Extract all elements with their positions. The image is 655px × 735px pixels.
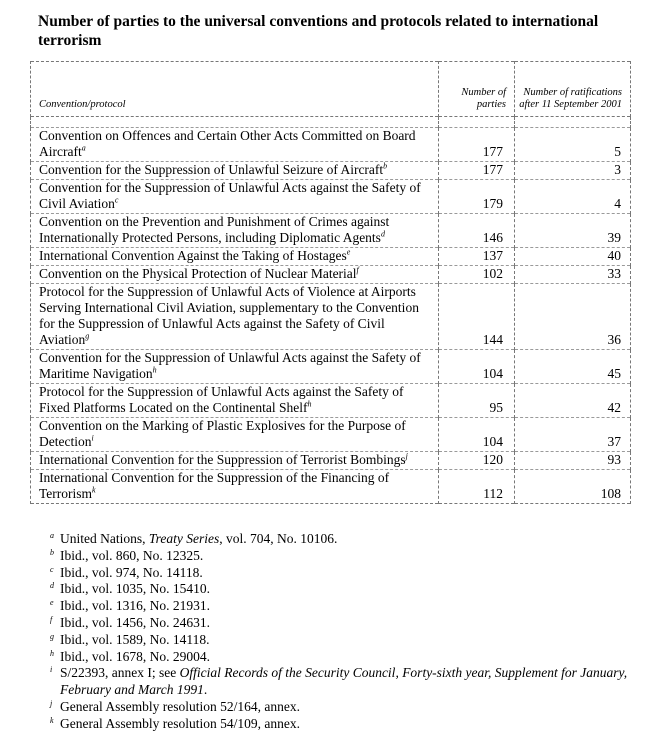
parties-cell: 146 — [439, 214, 515, 248]
footnote-marker: h — [307, 399, 312, 409]
document-title: Number of parties to the universal conventions and protocols related to international terrorism — [38, 13, 599, 49]
footnote-text-italic: Official Records of the Security Council, Forty-sixth year, Supplement for January, February and March 1991 — [60, 665, 628, 698]
ratifications-cell: 36 — [515, 284, 631, 350]
footnote-text — [60, 615, 210, 630]
parties-cell: 112 — [439, 470, 515, 504]
header-convention: Convention/protocol — [31, 62, 439, 117]
footnote — [50, 699, 630, 716]
footnote-text-plain: Ibid., vol. 1035, No. 15410. — [60, 581, 210, 597]
footnote-marker: h — [152, 365, 157, 375]
ratifications-cell: 42 — [515, 384, 631, 418]
ratifications-cell: 39 — [515, 214, 631, 248]
convention-name-cell — [31, 470, 439, 504]
parties-cell: 95 — [439, 384, 515, 418]
footnote-text — [60, 632, 210, 647]
table-row — [31, 418, 631, 452]
table-row — [31, 248, 631, 266]
convention-name-cell — [31, 384, 439, 418]
footnote-text-plain: Ibid., vol. 974, No. 14118. — [60, 564, 203, 580]
parties-cell: 179 — [439, 180, 515, 214]
footnote-mark: f — [50, 614, 53, 624]
footnote — [50, 632, 630, 649]
ratifications-cell: 33 — [515, 266, 631, 284]
footnote — [50, 565, 630, 582]
table-row — [31, 384, 631, 418]
convention-name-cell — [31, 418, 439, 452]
footnote-mark: g — [50, 631, 54, 641]
conventions-table — [30, 61, 631, 504]
ratifications-cell: 3 — [515, 162, 631, 180]
parties-cell: 177 — [439, 162, 515, 180]
parties-cell: 120 — [439, 452, 515, 470]
convention-name: International Convention for the Suppression of Terrorist Bombings — [39, 452, 406, 467]
convention-name: Convention for the Suppression of Unlawful Seizure of Aircraft — [39, 162, 384, 177]
footnote — [50, 598, 630, 615]
footnote-marker: a — [81, 143, 86, 153]
footnote — [50, 581, 630, 598]
footnote-text — [60, 548, 203, 563]
footnote-mark: h — [50, 648, 54, 658]
convention-name-cell — [31, 128, 439, 162]
convention-name: Convention on Offences and Certain Other Acts Committed on Board Aircraft — [39, 128, 416, 159]
convention-name-cell — [31, 452, 439, 470]
footnote-text — [60, 531, 337, 546]
footnote — [50, 665, 630, 699]
ratifications-cell: 5 — [515, 128, 631, 162]
table-row — [31, 350, 631, 384]
footnote-text — [60, 565, 203, 580]
footnote-mark: d — [50, 581, 54, 591]
footnote-text-plain: Ibid., vol. 860, No. 12325. — [60, 547, 204, 563]
footnote — [50, 649, 630, 666]
parties-cell: 104 — [439, 418, 515, 452]
footnote-text-plain: Ibid., vol. 1589, No. 14118. — [60, 631, 210, 647]
footnote-text-plain: Ibid., vol. 1678, No. 29004. — [60, 648, 210, 664]
footnote-text — [60, 649, 210, 664]
header-ratifications: Number of ratifications after 11 September 2001 — [515, 62, 631, 117]
table-row — [31, 180, 631, 214]
footnote-marker: j — [405, 451, 408, 461]
convention-name-cell — [31, 180, 439, 214]
footnote-text — [60, 665, 627, 697]
table-row — [31, 214, 631, 248]
footnote-mark: j — [50, 698, 53, 708]
footnote-mark: k — [50, 715, 54, 725]
convention-name-cell — [31, 214, 439, 248]
header-separator — [31, 117, 631, 128]
footnote-mark: i — [50, 665, 53, 675]
convention-name-cell — [31, 284, 439, 350]
table-row — [31, 128, 631, 162]
convention-name: Convention for the Suppression of Unlawful Acts against the Safety of Maritime Navigation — [39, 350, 421, 381]
convention-name-cell — [31, 350, 439, 384]
table-body — [31, 117, 631, 504]
parties-cell: 104 — [439, 350, 515, 384]
convention-name: Convention on the Physical Protection of Nuclear Material — [39, 266, 357, 281]
table-row — [31, 470, 631, 504]
footnote — [50, 548, 630, 565]
convention-name: Protocol for the Suppression of Unlawful Acts of Violence at Airports Serving International Civil Aviation, supplementary to the Convention for the Suppression of Unlawful Acts against the Safety of Civil Aviation — [39, 284, 419, 347]
parties-cell: 144 — [439, 284, 515, 350]
footnote-text-plain: Ibid., vol. 1456, No. 24631. — [60, 614, 210, 630]
header-parties: Number of parties — [439, 62, 515, 117]
table-header-row — [31, 62, 631, 117]
ratifications-cell: 4 — [515, 180, 631, 214]
footnote-text-plain: , vol. 704, No. 10106. — [219, 531, 338, 546]
footnote-marker: f — [356, 265, 359, 275]
table-row — [31, 162, 631, 180]
parties-cell: 137 — [439, 248, 515, 266]
convention-name: International Convention Against the Taking of Hostages — [39, 248, 347, 263]
ratifications-cell: 93 — [515, 452, 631, 470]
ratifications-cell: 37 — [515, 418, 631, 452]
parties-cell: 102 — [439, 266, 515, 284]
convention-name: Convention for the Suppression of Unlawful Acts against the Safety of Civil Aviation — [39, 180, 421, 211]
footnote-text-plain: General Assembly resolution 54/109, annex. — [60, 715, 300, 731]
footnote-text — [60, 581, 210, 596]
footnote-marker: e — [346, 247, 351, 257]
table-row — [31, 284, 631, 350]
footnote-text-plain: S/22393, annex I; see — [60, 665, 180, 681]
footnote-marker: i — [91, 433, 94, 443]
footnote-text-plain: . — [203, 682, 208, 698]
table-row — [31, 452, 631, 470]
footnote-text — [60, 699, 300, 714]
convention-name: Protocol for the Suppression of Unlawful Acts against the Safety of Fixed Platforms Located on the Continental Shelf — [39, 384, 404, 415]
footnote-mark: c — [50, 564, 54, 574]
footnote-text-plain: United Nations, — [60, 531, 149, 546]
footnote-text — [60, 716, 300, 731]
footnote-mark: e — [50, 598, 54, 608]
convention-name: International Convention for the Suppression of the Financing of Terrorism — [39, 470, 390, 501]
footnote-marker: c — [114, 195, 119, 205]
footnote — [50, 615, 630, 632]
ratifications-cell: 108 — [515, 470, 631, 504]
footnote-marker: g — [85, 331, 90, 341]
convention-name-cell — [31, 266, 439, 284]
ratifications-cell: 45 — [515, 350, 631, 384]
footnote-mark: b — [50, 547, 54, 557]
convention-name: Convention on the Prevention and Punishment of Crimes against Internationally Protected Persons, including Diplomatic Agents — [39, 214, 390, 245]
footnote-mark: a — [50, 531, 54, 540]
footnote-text — [60, 598, 210, 613]
parties-cell: 177 — [439, 128, 515, 162]
footnote — [50, 716, 630, 733]
convention-name: Convention on the Marking of Plastic Explosives for the Purpose of Detection — [39, 418, 406, 449]
footnote — [50, 531, 630, 548]
convention-name-cell — [31, 248, 439, 266]
footnote-text-plain: Ibid., vol. 1316, No. 21931. — [60, 598, 210, 614]
footnote-marker: d — [380, 229, 385, 239]
footnote-marker: k — [92, 485, 96, 495]
footnote-marker: b — [383, 161, 388, 171]
footnote-text-plain: General Assembly resolution 52/164, annex. — [60, 698, 300, 714]
footnotes — [50, 531, 630, 733]
footnote-text-italic: Treaty Series — [148, 531, 220, 546]
ratifications-cell: 40 — [515, 248, 631, 266]
table-row — [31, 266, 631, 284]
convention-name-cell — [31, 162, 439, 180]
